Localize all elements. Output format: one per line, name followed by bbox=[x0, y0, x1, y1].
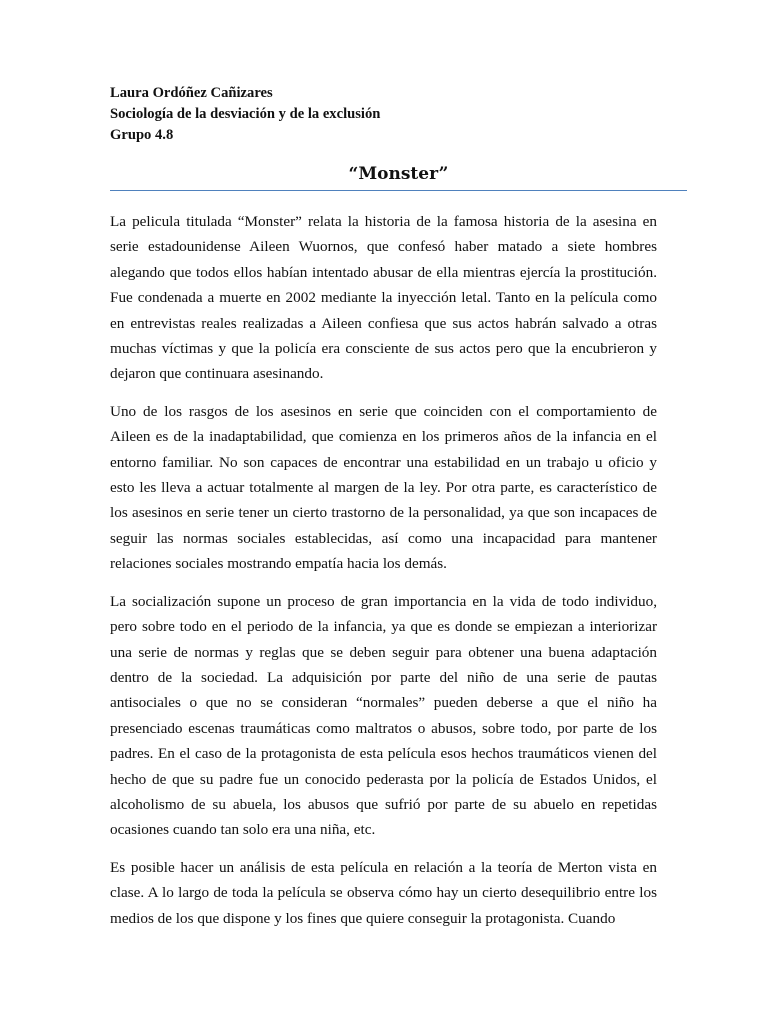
paragraph-3: La socialización supone un proceso de gran importancia en la vida de todo individuo, pero sobre todo en el periodo de la infancia, ya que es donde se empiezan a interiorizar una serie de normas y reglas que se deben seguir para obtener una buena adaptación dentro de la sociedad. La adquisición por parte del niño de una serie de pautas antisociales o que no se consideran “normales” pueden deberse a que el niño ha presenciado escenas traumáticas como maltratos o abusos, sobre todo, por parte de los padres. En el caso de la protagonista de esta película esos hechos traumáticos vienen del hecho de que su padre fue un conocido pederasta por la policía de Estados Unidos, el alcoholismo de su abuela, los abusos que sufrió por parte de su abuelo en repetidas ocasiones cuando tan solo era una niña, etc. bbox=[110, 592, 657, 839]
document-title: “Monster” bbox=[348, 164, 449, 184]
paragraph-1: La pelicula titulada “Monster” relata la historia de la famosa historia de la asesina en serie estadounidense Aileen Wuornos, que confesó haber matado a siete hombres alegando que todos ellos habían intentado abusar de ella mientras ejercía la prostitución. Fue condenada a muerte en 2002 mediante la inyección letal. Tanto en la película como en entrevistas reales realizadas a Aileen confiesa que sus actos habrán salvado a otras muchas víctimas y que la policía era consciente de sus actos pero que la encubrieron y dejaron que continuara asesinando. bbox=[110, 213, 657, 383]
paragraph-2: Uno de los rasgos de los asesinos en serie que coinciden con el comportamiento de Aileen es de la inadaptabilidad, que comienza en los primeros años de la infancia en el entorno familiar. No son capaces de encontrar una estabilidad en un trabajo u oficio y esto les lleva a actuar totalmente al margen de la ley. Por otra parte, es característico de los asesinos en serie tener un cierto trastorno de la personalidad, ya que son incapaces de seguir las normas sociales establecidas, así como una incapacidad para mantener relaciones sociales mostrando empatía hacia los demás. bbox=[110, 402, 657, 573]
document-header bbox=[110, 83, 670, 146]
group-label: Grupo 4.8 bbox=[110, 127, 174, 143]
title-underline bbox=[110, 190, 687, 191]
paragraph-4: Es posible hacer un análisis de esta película en relación a la teoría de Merton vista en clase. A lo largo de toda la película se observa cómo hay un cierto desequilibrio entre los medios de los que dispone y los fines que quiere conseguir la protagonista. Cuando bbox=[110, 858, 657, 927]
document-body bbox=[110, 209, 657, 943]
author-name: Laura Ordóñez Cañizares bbox=[110, 85, 273, 101]
course-name: Sociología de la desviación y de la exclusión bbox=[110, 106, 381, 122]
